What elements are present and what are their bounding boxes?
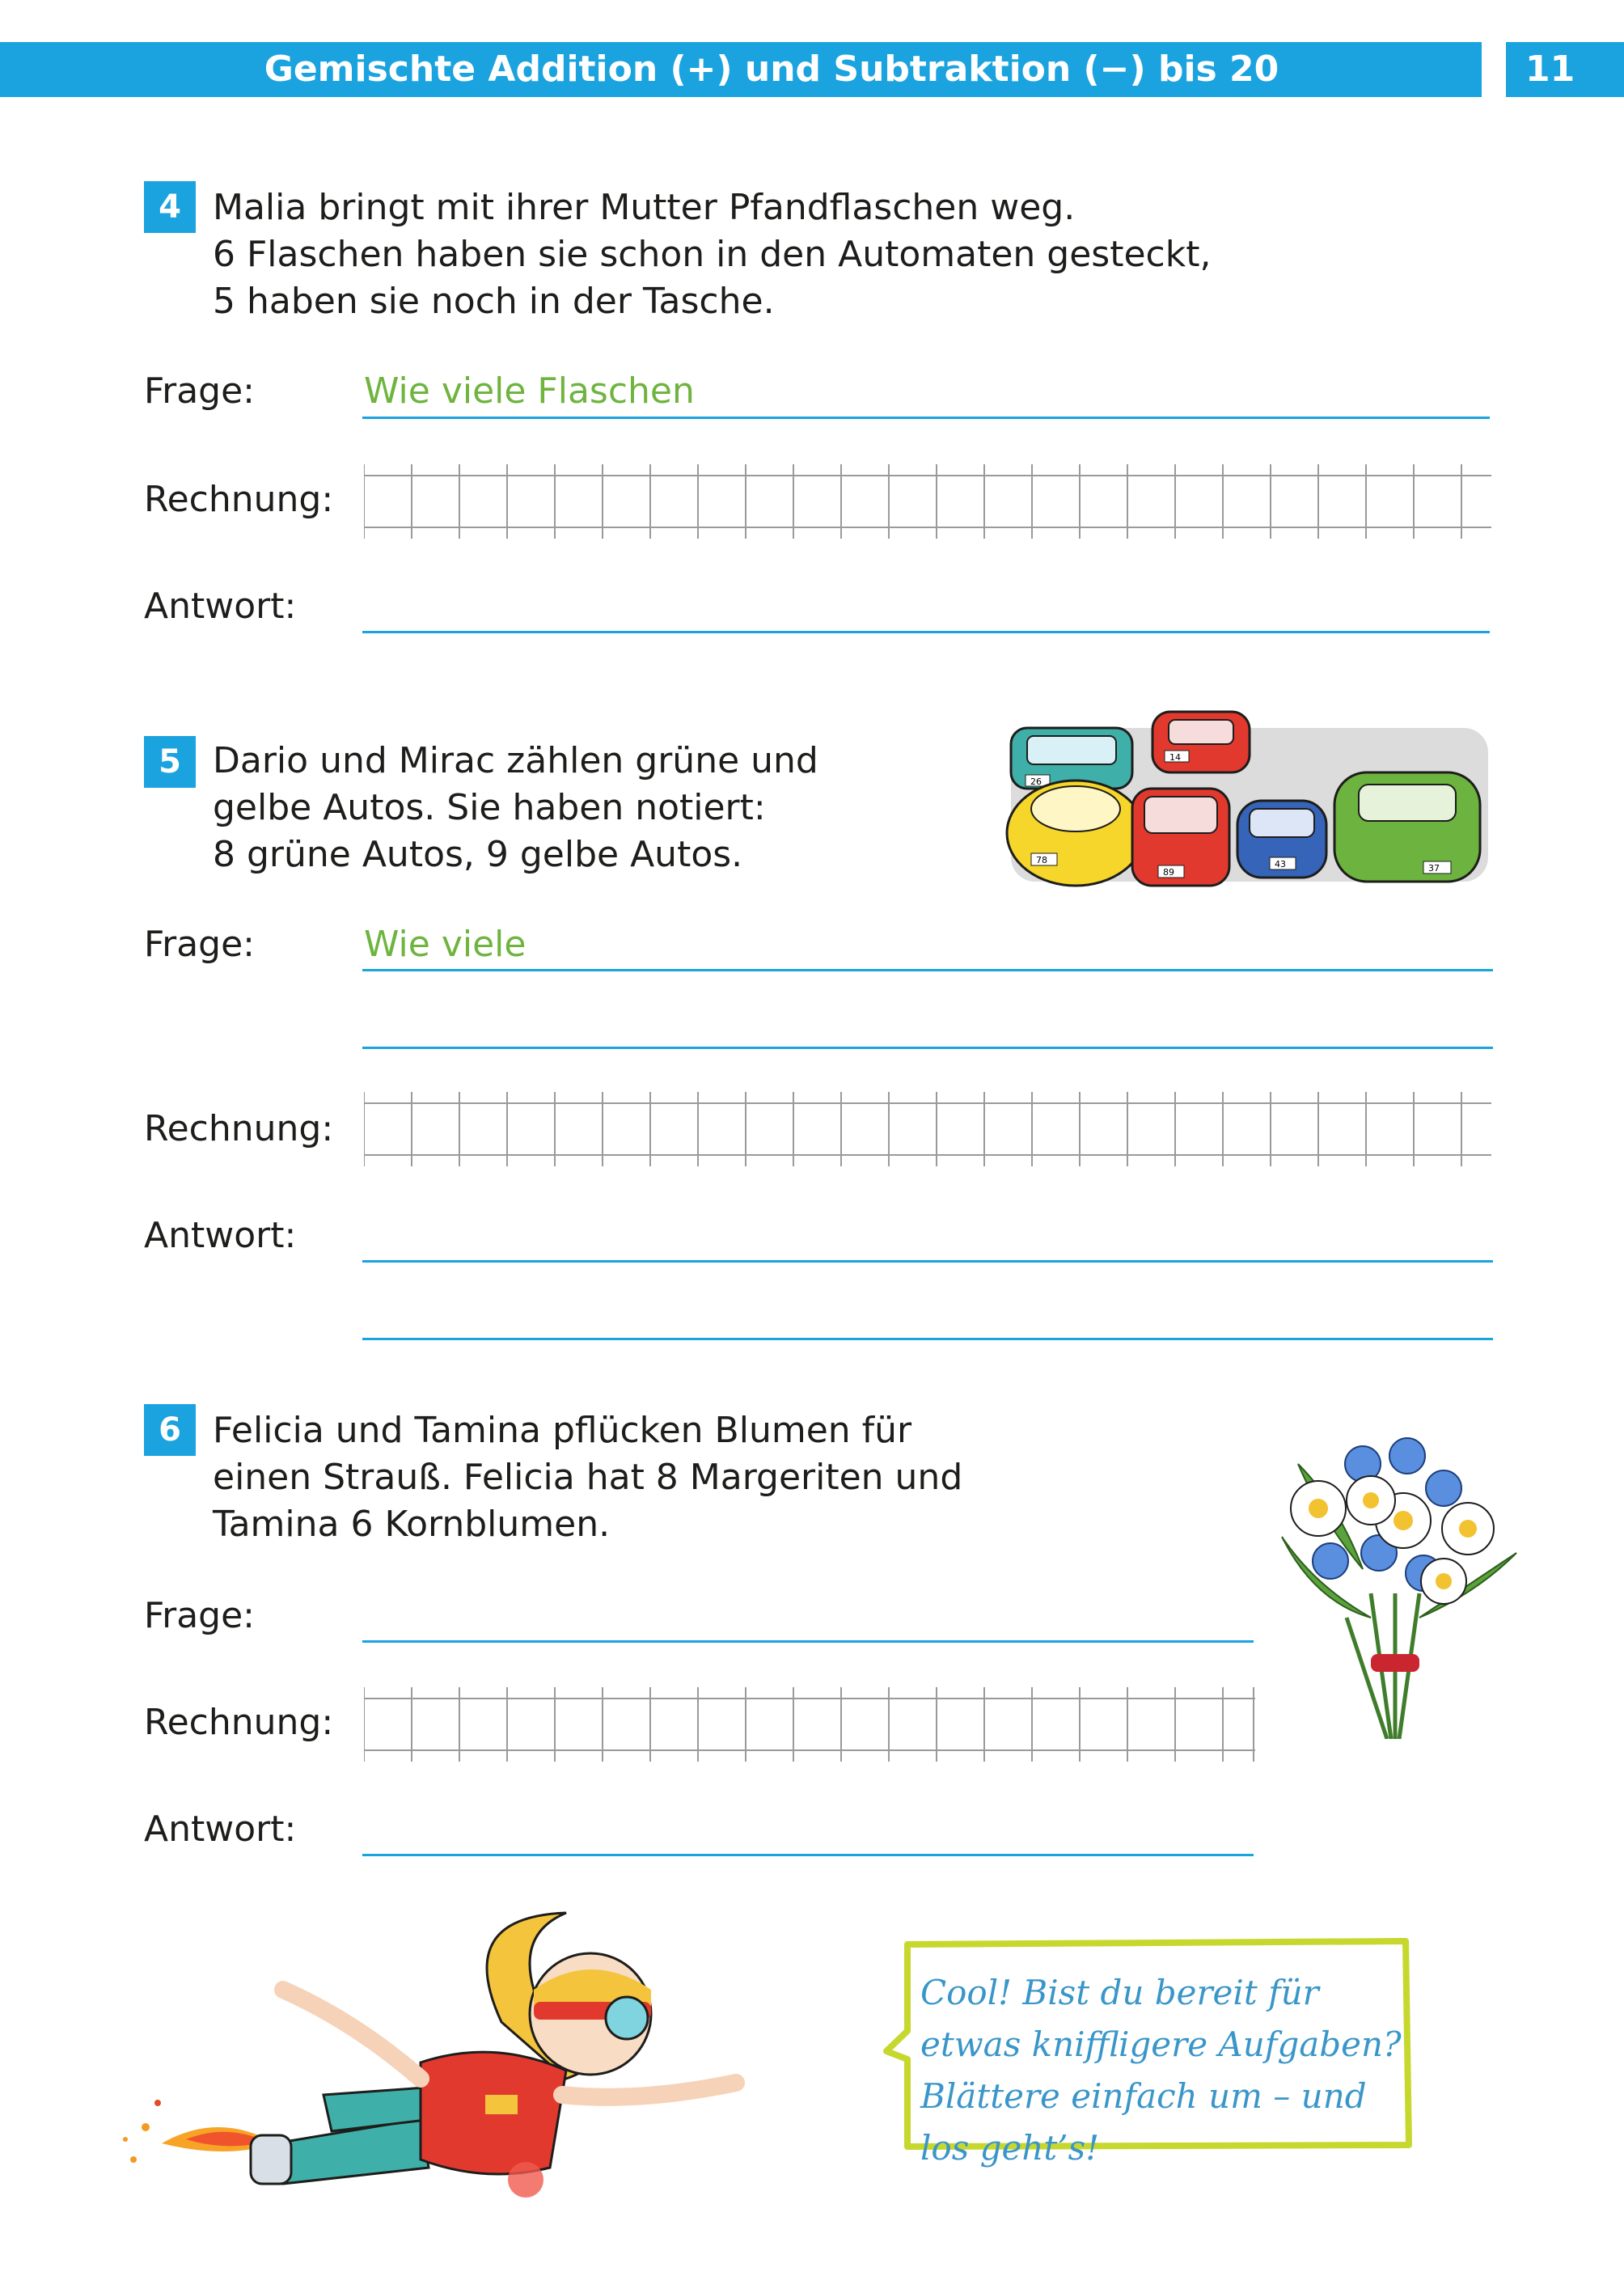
frage-line-2[interactable] bbox=[362, 1047, 1493, 1049]
flying-girl-mascot-illustration bbox=[113, 1901, 857, 2281]
rechnung-grid[interactable] bbox=[364, 1092, 1491, 1166]
task-4-line-2: 6 Flaschen haben sie schon in den Automaten gesteckt, bbox=[213, 234, 1212, 275]
frage-line[interactable] bbox=[362, 1640, 1254, 1643]
bubble-line-4: los geht’s! bbox=[920, 2128, 1100, 2168]
antwort-line-2[interactable] bbox=[362, 1338, 1493, 1340]
body bbox=[421, 2052, 566, 2198]
frage-prefill: Wie viele bbox=[364, 924, 527, 965]
antwort-line[interactable] bbox=[362, 1260, 1493, 1263]
task-number-5: 5 bbox=[144, 736, 196, 788]
head bbox=[530, 1953, 651, 2075]
task-5-text bbox=[213, 738, 818, 878]
page-title: Gemischte Addition (+) und Subtraktion (−) bis 20 bbox=[264, 49, 1279, 90]
frage-line[interactable] bbox=[362, 969, 1493, 971]
flower-bouquet-illustration bbox=[1250, 1432, 1541, 1739]
svg-text:14: 14 bbox=[1169, 752, 1181, 763]
task-4-line-3: 5 haben sie noch in der Tasche. bbox=[213, 281, 775, 322]
grid-lines bbox=[364, 1092, 1491, 1166]
frage-label: Frage: bbox=[144, 370, 255, 412]
bubble-line-2: etwas kniffligere Aufgaben? bbox=[920, 2024, 1402, 2064]
svg-text:26: 26 bbox=[1030, 776, 1042, 787]
antwort-label: Antwort: bbox=[144, 1215, 297, 1256]
task-6-line-1: Felicia und Tamina pflücken Blumen für bbox=[213, 1410, 912, 1451]
ribbon bbox=[1371, 1654, 1419, 1672]
task-5-line-3: 8 grüne Autos, 9 gelbe Autos. bbox=[213, 834, 743, 875]
task-4-text bbox=[213, 184, 1211, 325]
rechnung-label: Rechnung: bbox=[144, 479, 334, 520]
legs bbox=[251, 2087, 437, 2184]
rechnung-label: Rechnung: bbox=[144, 1108, 334, 1149]
task-5-line-1: Dario und Mirac zählen grüne und bbox=[213, 740, 818, 781]
bubble-line-1: Cool! Bist du bereit für bbox=[920, 1973, 1319, 2012]
cars-illustration bbox=[1003, 704, 1496, 898]
frage-label: Frage: bbox=[144, 1595, 255, 1636]
task-number-4: 4 bbox=[144, 181, 196, 233]
rechnung-grid[interactable] bbox=[364, 464, 1491, 539]
antwort-line[interactable] bbox=[362, 631, 1490, 633]
car-red-front bbox=[1132, 789, 1229, 886]
rechnung-label: Rechnung: bbox=[144, 1702, 334, 1743]
antwort-label: Antwort: bbox=[144, 1809, 297, 1850]
task-6-line-3: Tamina 6 Kornblumen. bbox=[213, 1504, 611, 1545]
car-blue bbox=[1237, 801, 1326, 878]
speech-bubble-text bbox=[920, 1967, 1406, 2174]
frage-line[interactable] bbox=[362, 417, 1490, 419]
antwort-line[interactable] bbox=[362, 1854, 1254, 1856]
svg-text:78: 78 bbox=[1036, 855, 1047, 865]
car-green bbox=[1334, 772, 1480, 882]
bubble-line-3: Blättere einfach um – und bbox=[920, 2076, 1367, 2116]
svg-text:37: 37 bbox=[1428, 863, 1440, 874]
task-number-6: 6 bbox=[144, 1404, 196, 1456]
car-red-back bbox=[1152, 712, 1250, 772]
rechnung-grid[interactable] bbox=[364, 1687, 1255, 1762]
grid-lines bbox=[364, 464, 1491, 539]
task-4-line-1: Malia bringt mit ihrer Mutter Pfandflaschen weg. bbox=[213, 187, 1076, 228]
svg-text:43: 43 bbox=[1275, 859, 1286, 869]
frage-prefill: Wie viele Flaschen bbox=[364, 370, 695, 412]
task-5-line-2: gelbe Autos. Sie haben notiert: bbox=[213, 787, 766, 828]
antwort-label: Antwort: bbox=[144, 586, 297, 627]
task-6-text bbox=[213, 1407, 962, 1548]
page-number: 11 bbox=[1506, 42, 1624, 97]
grid-lines bbox=[364, 1687, 1255, 1762]
task-6-line-2: einen Strauß. Felicia hat 8 Margeriten und bbox=[213, 1457, 963, 1498]
car-yellow bbox=[1007, 781, 1144, 886]
frage-label: Frage: bbox=[144, 924, 255, 965]
svg-text:89: 89 bbox=[1163, 867, 1174, 878]
